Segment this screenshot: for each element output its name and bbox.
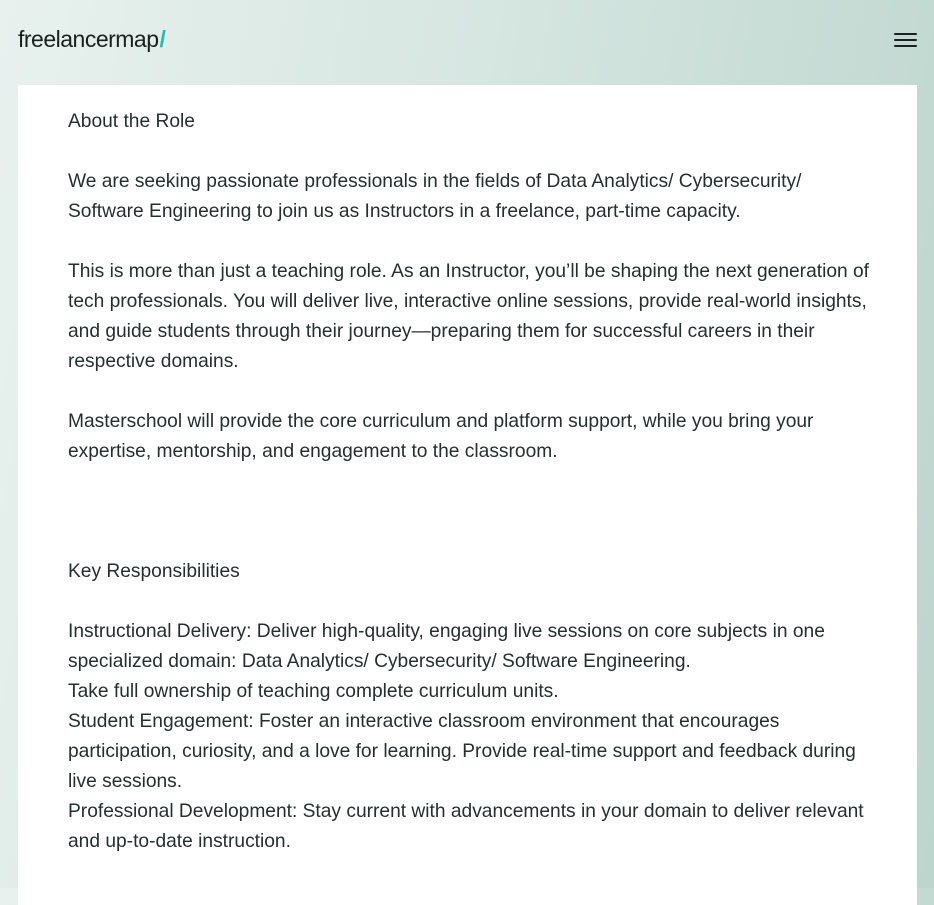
- about-paragraph-3: Masterschool will provide the core curriculum and platform support, while you bring your expertise, mentorship, and engagement to the classroom.: [68, 411, 814, 462]
- spacer: [68, 227, 878, 257]
- responsibility-instructional-delivery: Instructional Delivery: Deliver high-quality, engaging live sessions on core subjects in one specialized domain: Data Analytics/ Cybersecurity/ Software Engineering.: [68, 621, 825, 672]
- menu-bar-middle: [894, 39, 917, 41]
- about-paragraph-1: We are seeking passionate professionals in the fields of Data Analytics/ Cybersecurity/ Software Engineering to join us as Instructors in a freelance, part-time capacity.: [68, 171, 802, 222]
- logo-text: freelancermap: [18, 26, 159, 52]
- hamburger-menu-icon[interactable]: [893, 30, 919, 50]
- site-header: [0, 0, 934, 85]
- spacer: [68, 467, 878, 557]
- job-description-content: [68, 107, 878, 857]
- freelancermap-logo[interactable]: [18, 24, 165, 54]
- responsibility-professional-development: Professional Development: Stay current with advancements in your domain to deliver relevant and up-to-date instruction.: [68, 801, 864, 852]
- menu-bar-bottom: [894, 45, 917, 47]
- spacer: [68, 137, 878, 167]
- about-role-heading: About the Role: [68, 111, 195, 132]
- responsibility-ownership: Take full ownership of teaching complete curriculum units.: [68, 681, 559, 702]
- responsibility-student-engagement: Student Engagement: Foster an interactive classroom environment that encourages participation, curiosity, and a love for learning. Provide real-time support and feedback during live sessions.: [68, 711, 856, 792]
- spacer: [68, 377, 878, 407]
- about-paragraph-2: This is more than just a teaching role. As an Instructor, you’ll be shaping the next generation of tech professionals. You will deliver live, interactive online sessions, provide real-world insights, and guide students through their journey—preparing them for successful careers in their respective domains.: [68, 261, 870, 372]
- menu-bar-top: [894, 33, 917, 35]
- logo-slash: /: [159, 26, 166, 52]
- spacer: [68, 587, 878, 617]
- key-responsibilities-heading: Key Responsibilities: [68, 561, 240, 582]
- job-description-card: [18, 85, 917, 905]
